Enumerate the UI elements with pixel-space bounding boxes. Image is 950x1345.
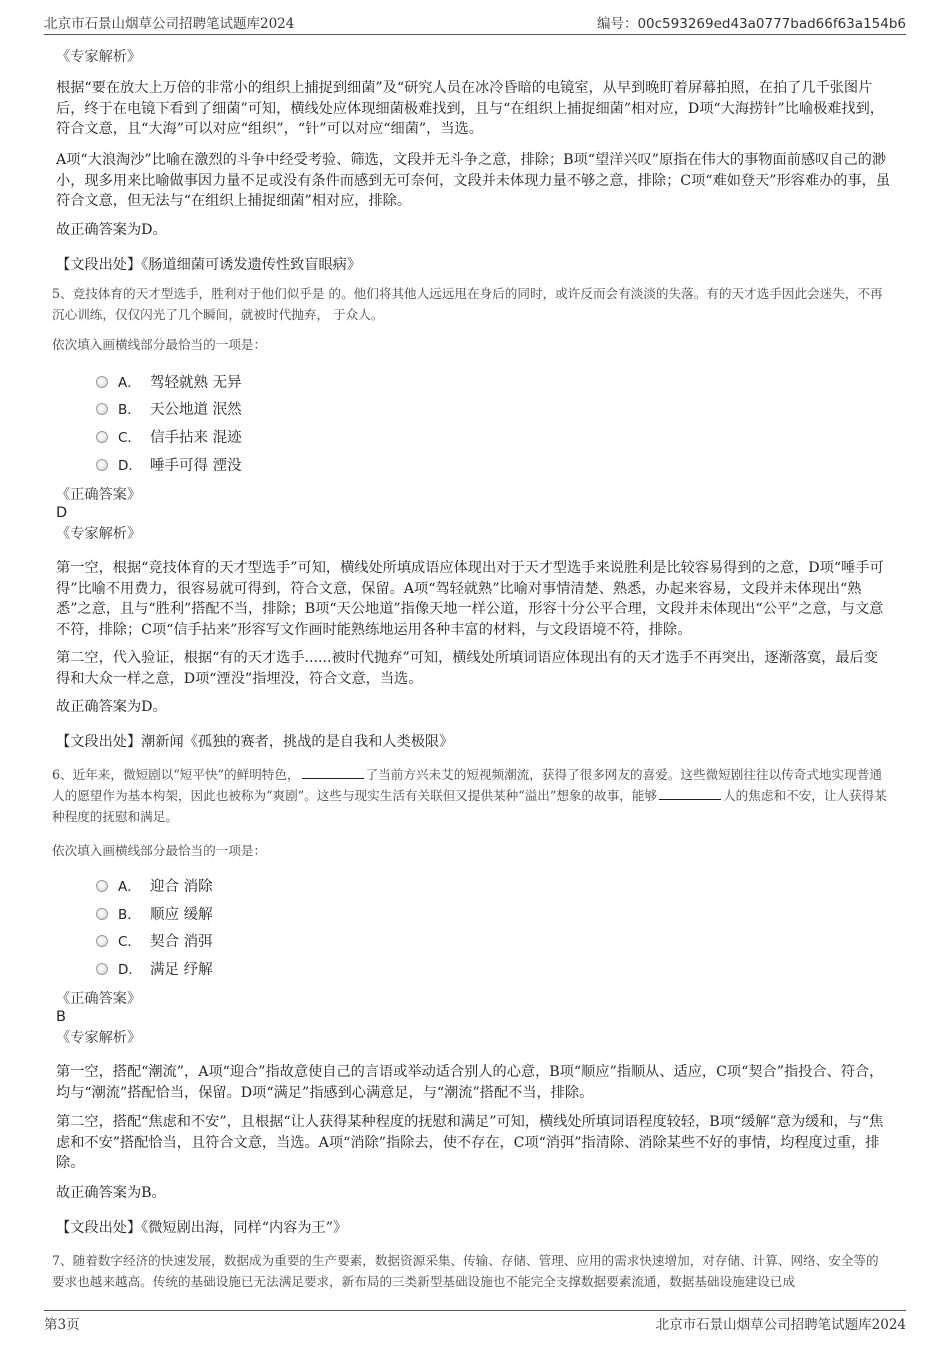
option-b[interactable] — [96, 902, 213, 924]
conclusion: 故正确答案为B。 — [56, 1185, 166, 1201]
blank-line — [659, 785, 721, 800]
source-citation: 【文段出处】《微短剧出海，同样“内容为王”》 — [56, 1220, 348, 1236]
option-text: 迎合 消除 — [150, 878, 213, 895]
option-text: 唾手可得 湮没 — [150, 457, 242, 474]
option-letter: C． — [118, 934, 141, 950]
correct-answer: D — [56, 505, 68, 521]
page-footer — [44, 1310, 906, 1335]
analysis-label: 《专家解析》 — [56, 49, 142, 65]
option-text: 顺应 缓解 — [150, 906, 213, 923]
question-prompt: 依次填入画横线部分最恰当的一项是： — [52, 337, 267, 352]
analysis-paragraph: 第二空，代入验证，根据“有的天才选手......被时代抛弃”可知，横线处所填词语应体现出有的天才选手不再突出，逐渐落寞，最后变得和大众一样之意，D项“湮没”指埋没，符合文意，当选。 — [56, 650, 878, 687]
radio-icon[interactable] — [96, 935, 108, 947]
page-number: 第3页 — [44, 1317, 80, 1333]
answer-label: 《正确答案》 — [56, 991, 142, 1007]
option-letter: C． — [118, 430, 141, 446]
option-c[interactable] — [96, 425, 242, 447]
radio-icon[interactable] — [96, 880, 108, 892]
header-serial: 编号：00c593269ed43a0777bad66f63a154b6 — [596, 16, 906, 32]
radio-icon[interactable] — [96, 376, 108, 388]
analysis-paragraph: 根据“要在放大上万倍的非常小的组织上捕捉到细菌”及“研究人员在冰冷昏暗的电镜室，从早到晚盯着屏幕拍照，在拍了几千张图片后，终于在电镜下看到了细菌”可知，横线处应体现细菌极难找到，且与“在组织上捕捉细菌”相对应，D项“大海捞针”比喻极难找到，符合文意，且“大海”可以对应“组织”，“针”可以对应“细菌”，当选。 — [56, 80, 884, 137]
option-letter: A． — [118, 879, 141, 895]
analysis-paragraph: 第一空，搭配“潮流”，A项“迎合”指故意使自己的言语或举动适合别人的心意，B项“顺应”指顺从、适应，C项“契合”指投合、符合，均与“潮流”搭配恰当，保留。D项“满足”指感到心满意足，与“潮流”搭配不当，排除。 — [56, 1064, 884, 1101]
option-letter: B． — [118, 402, 141, 418]
option-a[interactable] — [96, 874, 213, 896]
option-letter: D． — [118, 458, 142, 474]
source-citation: 【文段出处】《肠道细菌可诱发遗传性致盲眼病》 — [56, 257, 362, 273]
header-title: 北京市石景山烟草公司招聘笔试题库2024 — [44, 16, 295, 32]
question-text: 7、随着数字经济的快速发展，数据成为重要的生产要素，数据资源采集、传输、存储、管理、应用的需求快速增加，对存储、计算、网络、安全等的要求也越来越高。传统的基础设施已无法满足要求，新布局的三类新型基础设施也不能完全支撑数据要素流通，数据基础设施建设已成 — [52, 1253, 879, 1289]
radio-icon[interactable] — [96, 908, 108, 920]
question-text-part: 人的焦虑和不安，让人获得某种程度的抚慰和满足。 — [52, 788, 887, 824]
radio-icon[interactable] — [96, 459, 108, 471]
question-prompt: 依次填入画横线部分最恰当的一项是： — [52, 843, 267, 858]
analysis-paragraph: 第二空，搭配“焦虑和不安”，且根据“让人获得某种程度的抚慰和满足”可知，横线处所填词语程度较轻，B项“缓解”意为缓和，与“焦虑和不安”搭配恰当，且符合文意，当选。A项“消除”指除去，使不存在，C项“消弭”指清除、消除某些不好的事情，均程度过重，排除。 — [56, 1114, 884, 1171]
page-header — [44, 10, 906, 35]
footer-title: 北京市石景山烟草公司招聘笔试题库2024 — [655, 1317, 906, 1333]
analysis-label: 《专家解析》 — [56, 1030, 142, 1046]
option-b[interactable] — [96, 397, 242, 419]
source-citation: 【文段出处】潮新闻《孤独的赛者，挑战的是自我和人类极限》 — [56, 734, 454, 750]
question-text — [52, 764, 888, 827]
option-d[interactable] — [96, 957, 213, 979]
conclusion: 故正确答案为D。 — [56, 699, 167, 715]
option-text: 满足 纾解 — [150, 961, 213, 978]
option-letter: D． — [118, 962, 142, 978]
option-text: 契合 消弭 — [150, 933, 213, 950]
option-text: 天公地道 泯然 — [150, 401, 242, 418]
analysis-paragraph: 第一空，根据“竞技体育的天才型选手”可知，横线处所填成语应体现出对于天才型选手来说胜利是比较容易得到的之意，D项“唾手可得”比喻不用费力，很容易就可得到，符合文意，保留。A项“驾轻就熟”比喻对事情清楚、熟悉，办起来容易，文段并未体现出“熟悉”之意，且与“胜利”搭配不当，排除；B项“天公地道”指像天地一样公道，形容十分公平合理，文段并未体现出“公平”之意，与文意不符，排除；C项“信手拈来”形容写文作画时能熟练地运用各种丰富的材料，与文段语境不符，排除。 — [56, 560, 884, 638]
answer-label: 《正确答案》 — [56, 487, 142, 503]
analysis-label: 《专家解析》 — [56, 526, 142, 542]
blank-line — [302, 764, 364, 779]
analysis-paragraph: A项“大浪淘沙”比喻在激烈的斗争中经受考验、筛选，文段并无斗争之意，排除；B项“望洋兴叹”原指在伟大的事物面前感叹自己的渺小，现多用来比喻做事因力量不足或没有条件而感到无可奈何，文段并未体现力量不够之意，排除；C项“难如登天”形容难办的事，虽符合文意，但无法与“在组织上捕捉细菌”相对应，排除。 — [56, 152, 891, 209]
option-d[interactable] — [96, 453, 242, 475]
conclusion: 故正确答案为D。 — [56, 222, 167, 238]
option-a[interactable] — [96, 370, 242, 392]
option-letter: B． — [118, 907, 141, 923]
radio-icon[interactable] — [96, 431, 108, 443]
option-c[interactable] — [96, 929, 213, 951]
option-text: 驾轻就熟 无异 — [150, 374, 242, 391]
question-text-part: 6、近年来，微短剧以“短平快”的鲜明特色， — [52, 767, 300, 782]
question-text-part: 了当前方兴未艾的短视频潮流，获得了很多网友的喜爱。这些微短剧往往以传奇式地实现普通人的愿望作为基本构架，因此也被称为“爽剧”。这些与现实生活有关联但又提供某种“溢出”想象的故事，能够 — [52, 767, 882, 803]
option-letter: A． — [118, 375, 141, 391]
option-text: 信手拈来 混迹 — [150, 429, 242, 446]
question-text: 5、竞技体育的天才型选手，胜利对于他们似乎是 的。他们将其他人远远甩在身后的同时，或许反而会有淡淡的失落。有的天才选手因此会迷失，不再沉心训练，仅仅闪光了几个瞬间，就被时代抛弃， 于众人。 — [52, 286, 883, 322]
radio-icon[interactable] — [96, 403, 108, 415]
correct-answer: B — [56, 1009, 66, 1025]
radio-icon[interactable] — [96, 963, 108, 975]
